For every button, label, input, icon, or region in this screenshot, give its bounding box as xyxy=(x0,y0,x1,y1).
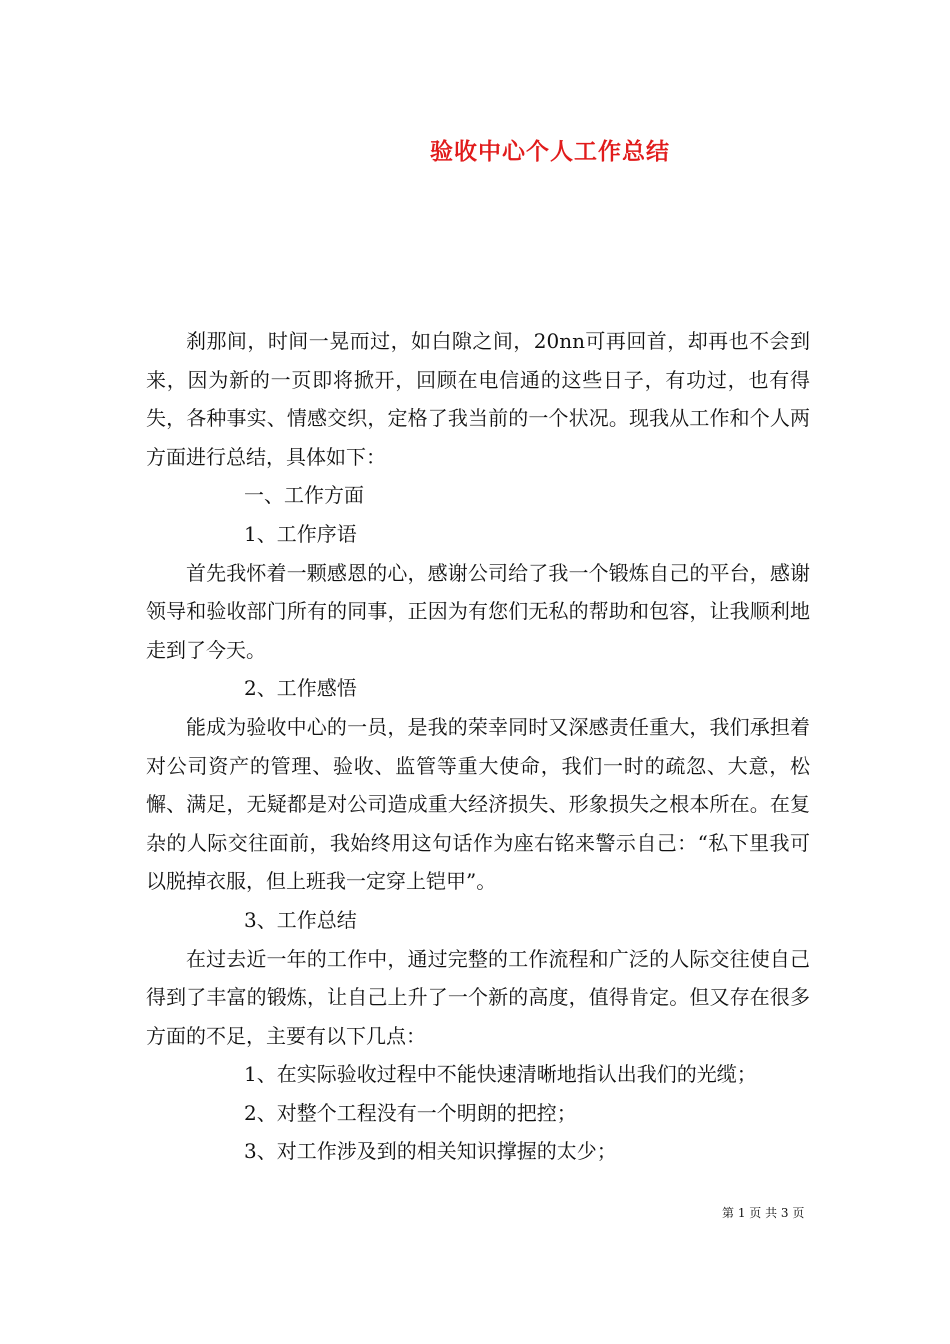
document-title: 验收中心个人工作总结 xyxy=(430,138,670,165)
subheading-summary: 3、工作总结 xyxy=(244,907,357,932)
document-body xyxy=(146,322,810,1171)
preface-paragraph: 首先我怀着一颗感恩的心，感谢公司给了我一个锻炼自己的平台，感谢领导和验收部门所有的同事，正因为有您们无私的帮助和包容，让我顺利地走到了今天。 xyxy=(146,560,810,662)
list-item: 2、对整个工程没有一个明朗的把控； xyxy=(244,1100,577,1125)
list-item: 3、对工作涉及到的相关知识撑握的太少； xyxy=(244,1139,617,1164)
subheading-preface: 1、工作序语 xyxy=(244,521,357,546)
summary-paragraph: 在过去近一年的工作中，通过完整的工作流程和广泛的人际交往使自己得到了丰富的锻炼，让自己上升了一个新的高度，值得肯定。但又存在很多方面的不足，主要有以下几点： xyxy=(146,946,810,1048)
insights-paragraph: 能成为验收中心的一员，是我的荣幸同时又深感责任重大，我们承担着对公司资产的管理、验收、监管等重大使命，我们一时的疏忽、大意，松懈、满足，无疑都是对公司造成重大经济损失、形象损失之根本所在。在复杂的人际交往面前，我始终用这句话作为座右铭来警示自己：“私下里我可以脱掉衣服，但上班我一定穿上铠甲”。 xyxy=(146,714,810,894)
intro-paragraph: 刹那间，时间一晃而过，如白隙之间，20nn可再回首，却再也不会到来，因为新的一页即将掀开，回顾在电信通的这些日子，有功过，也有得失，各种事实、情感交织，定格了我当前的一个状况。现我从工作和个人两方面进行总结，具体如下： xyxy=(146,329,810,469)
page-number: 第 1 页 共 3 页 xyxy=(722,1206,805,1220)
section-heading-work: 一、工作方面 xyxy=(244,483,364,508)
list-item: 1、在实际验收过程中不能快速清晰地指认出我们的光缆； xyxy=(244,1062,757,1087)
subheading-insights: 2、工作感悟 xyxy=(244,676,357,701)
